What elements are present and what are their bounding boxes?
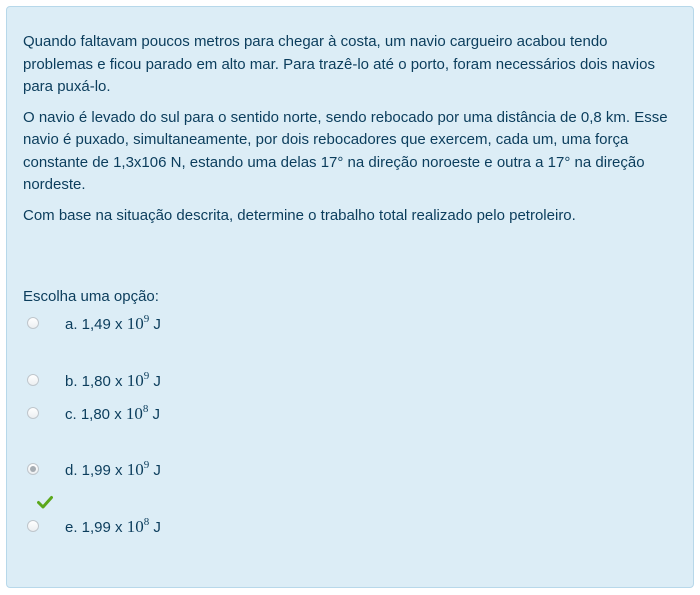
- option-a-base: 10: [126, 313, 144, 333]
- option-c[interactable]: [27, 402, 160, 424]
- option-b-power: [127, 371, 150, 390]
- option-e-label[interactable]: [65, 516, 161, 537]
- option-a-label[interactable]: [65, 313, 161, 334]
- option-b-label[interactable]: [65, 370, 161, 391]
- option-b-radio[interactable]: [27, 374, 39, 386]
- option-a[interactable]: [27, 312, 161, 334]
- option-d-label[interactable]: [65, 459, 161, 480]
- option-b-unit: J: [149, 372, 161, 390]
- option-a-prefix: a. 1,49 x: [65, 315, 127, 333]
- option-a-unit: J: [149, 315, 161, 333]
- option-e[interactable]: [27, 515, 161, 537]
- option-c-unit: J: [148, 405, 161, 423]
- option-e-radio[interactable]: [27, 520, 39, 532]
- option-d[interactable]: [27, 458, 161, 480]
- answer-prompt: Escolha uma opção:: [23, 288, 159, 305]
- question-card: [6, 6, 694, 588]
- option-d-prefix: d. 1,99 x: [65, 461, 127, 479]
- option-c-base: 10: [125, 403, 143, 423]
- option-c-exponent: 8: [142, 402, 149, 415]
- option-c-radio[interactable]: [27, 407, 39, 419]
- question-paragraph-1: Quando faltavam poucos metros para chegar à costa, um navio cargueiro acabou tendo problemas e ficou parado em alto mar. Para trazê-lo até o porto, foram necessários dois navios para puxá-lo.: [23, 33, 655, 95]
- option-b[interactable]: [27, 369, 161, 391]
- checkmark-icon: [37, 494, 53, 510]
- option-e-power: [127, 517, 150, 536]
- option-a-radio[interactable]: [27, 317, 39, 329]
- option-b-prefix: b. 1,80 x: [65, 372, 127, 390]
- option-e-base: 10: [126, 516, 144, 536]
- option-c-power: [126, 404, 149, 423]
- option-d-base: 10: [126, 459, 144, 479]
- option-b-exponent: 9: [143, 369, 150, 382]
- option-d-power: [127, 460, 150, 479]
- option-b-base: 10: [126, 370, 144, 390]
- option-a-exponent: 9: [143, 312, 150, 325]
- question-text: [23, 31, 681, 235]
- option-e-exponent: 8: [143, 515, 150, 528]
- question-paragraph-3: Com base na situação descrita, determine o trabalho total realizado pelo petroleiro.: [23, 206, 576, 224]
- option-c-label[interactable]: [65, 403, 160, 424]
- question-paragraph-2: O navio é levado do sul para o sentido norte, sendo rebocado por uma distância de 0,8 km. Esse navio é puxado, simultaneamente, por dois rebocadores que exercem, cada um, uma força constante de 1,3x106 N, estando uma delas 17° na direção noroeste e outra a 17° na direção nordeste.: [23, 108, 668, 193]
- option-e-unit: J: [149, 518, 161, 536]
- option-e-prefix: e. 1,99 x: [65, 518, 127, 536]
- option-d-radio[interactable]: [27, 463, 39, 475]
- option-d-unit: J: [149, 461, 161, 479]
- option-c-prefix: c. 1,80 x: [65, 405, 126, 423]
- option-d-exponent: 9: [143, 458, 150, 471]
- option-a-power: [127, 314, 150, 333]
